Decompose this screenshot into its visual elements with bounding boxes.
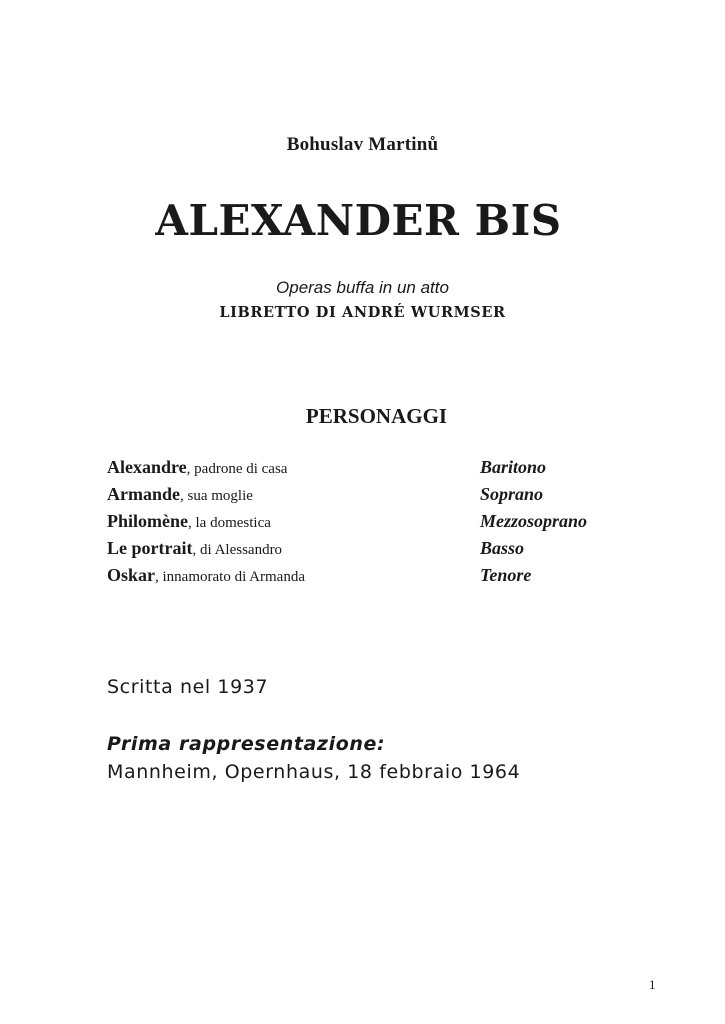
- role-voice: Soprano: [480, 484, 544, 504]
- cast-row: [107, 509, 627, 536]
- cast-row: [107, 455, 627, 482]
- role-description: , innamorato di Armanda: [155, 569, 305, 585]
- role-name: Philomène: [107, 511, 188, 531]
- cast-list: [107, 455, 627, 590]
- role-description: , di Alessandro: [192, 542, 283, 558]
- role-description: , sua moglie: [180, 488, 253, 504]
- role-voice: Mezzosoprano: [480, 511, 588, 531]
- role-description: , padrone di casa: [186, 461, 288, 477]
- role-name: Alexandre: [107, 457, 187, 477]
- cast-heading: PERSONAGGI: [305, 404, 448, 428]
- page-number: 1: [649, 977, 656, 992]
- librettist-line: LIBRETTO DI ANDRÉ WURMSER: [219, 304, 506, 321]
- cast-row: [107, 482, 627, 509]
- composition-date: Scritta nel 1937: [107, 676, 269, 698]
- opera-subtitle: Operas buffa in un atto: [276, 278, 449, 297]
- role-voice: Baritono: [480, 457, 547, 477]
- role-name: Oskar: [107, 565, 156, 585]
- role-voice: Basso: [480, 538, 525, 558]
- role-name: Armande: [107, 484, 180, 504]
- cast-row: [107, 563, 627, 590]
- role-voice: Tenore: [480, 565, 532, 585]
- cast-row: [107, 536, 627, 563]
- premiere-label: Prima rappresentazione:: [107, 733, 386, 755]
- composer-name: Bohuslav Martinů: [286, 134, 439, 155]
- role-name: Le portrait: [107, 538, 193, 558]
- opera-title: ALEXANDER BIS: [155, 196, 562, 245]
- role-description: , la domestica: [188, 515, 271, 531]
- premiere-details: Mannheim, Opernhaus, 18 febbraio 1964: [107, 761, 521, 783]
